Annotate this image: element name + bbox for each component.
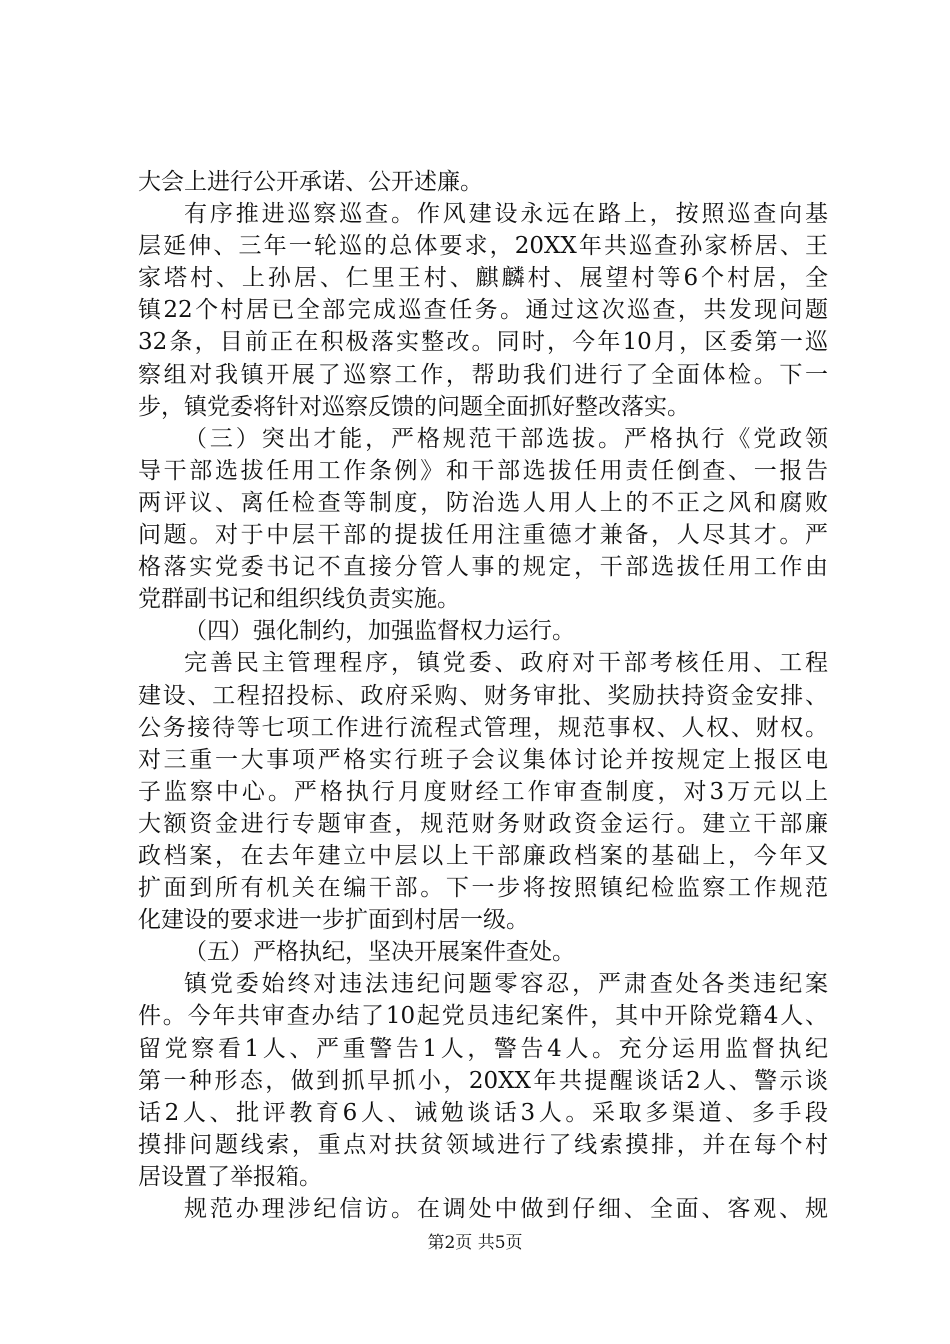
text-line: 摸排问题线索，重点对扶贫领域进行了线索摸排，并在每个村 (138, 1131, 828, 1158)
text-line: 话2人、批评教育6人、诫勉谈话3人。采取多渠道、多手段 (138, 1099, 828, 1126)
text-line: 家塔村、上孙居、仁里王村、麒麟村、展望村等6个村居，全 (138, 265, 828, 292)
text-line: 格落实党委书记不直接分管人事的规定，干部选拔任用工作由 (138, 554, 828, 581)
body-text (138, 166, 828, 1225)
text-line: 对三重一大事项严格实行班子会议集体讨论并按规定上报区电 (138, 746, 828, 773)
section-heading: （四）强化制约，加强监督权力运行。 (184, 618, 575, 645)
text-line: 规范办理涉纪信访。在调处中做到仔细、全面、客观、规 (184, 1196, 828, 1222)
text-line: 镇22个村居已全部完成巡查任务。通过这次巡查，共发现问题 (138, 297, 828, 324)
section-heading: （五）严格执纪，坚决开展案件查处。 (184, 939, 575, 966)
page-number-footer: 第2页 共5页 (427, 1233, 523, 1253)
text-line: 政档案，在去年建立中层以上干部廉政档案的基础上，今年又 (138, 842, 828, 869)
text-line: 两评议、离任检查等制度，防治选人用人上的不正之风和腐败 (138, 489, 828, 516)
text-line: 党群副书记和组织线负责实施。 (138, 586, 460, 613)
text-line: 镇党委始终对违法违纪问题零容忍，严肃查处各类违纪案 (184, 971, 828, 998)
text-line: 步，镇党委将针对巡察反馈的问题全面抓好整改落实。 (138, 393, 690, 420)
text-line: 化建设的要求进一步扩面到村居一级。 (138, 907, 529, 934)
text-line: 有序推进巡察巡查。作风建设永远在路上，按照巡查向基 (184, 201, 828, 228)
text-line: （三）突出才能，严格规范干部选拔。严格执行《党政领 (184, 425, 828, 452)
text-line: 建设、工程招投标、政府采购、财务审批、奖励扶持资金安排、 (138, 682, 828, 709)
text-line: 居设置了举报箱。 (138, 1163, 322, 1190)
text-line: 留党察看1人、严重警告1人，警告4人。充分运用监督执纪 (138, 1035, 828, 1062)
text-line: 第一种形态，做到抓早抓小，20XX年共提醒谈话2人、警示谈 (138, 1067, 828, 1094)
text-line: 问题。对于中层干部的提拔任用注重德才兼备，人尽其才。严 (138, 522, 828, 549)
text-line: 层延伸、三年一轮巡的总体要求，20XX年共巡查孙家桥居、王 (138, 233, 828, 260)
text-line: 导干部选拔任用工作条例》和干部选拔任用责任倒查、一报告 (138, 457, 828, 484)
text-line: 件。今年共审查办结了10起党员违纪案件，其中开除党籍4人、 (138, 1003, 828, 1030)
text-line: 32条，目前正在积极落实整改。同时，今年10月，区委第一巡 (138, 329, 828, 356)
text-line: 子监察中心。严格执行月度财经工作审查制度，对3万元以上 (138, 778, 828, 805)
text-line: 大额资金进行专题审查，规范财务财政资金运行。建立干部廉 (138, 810, 828, 837)
text-line: 完善民主管理程序，镇党委、政府对干部考核任用、工程 (184, 650, 828, 677)
text-line: 察组对我镇开展了巡察工作，帮助我们进行了全面体检。下一 (138, 361, 828, 388)
text-line: 扩面到所有机关在编干部。下一步将按照镇纪检监察工作规范 (138, 875, 828, 902)
text-line: 大会上进行公开承诺、公开述廉。 (138, 169, 483, 195)
text-line: 公务接待等七项工作进行流程式管理，规范事权、人权、财权。 (138, 714, 828, 741)
